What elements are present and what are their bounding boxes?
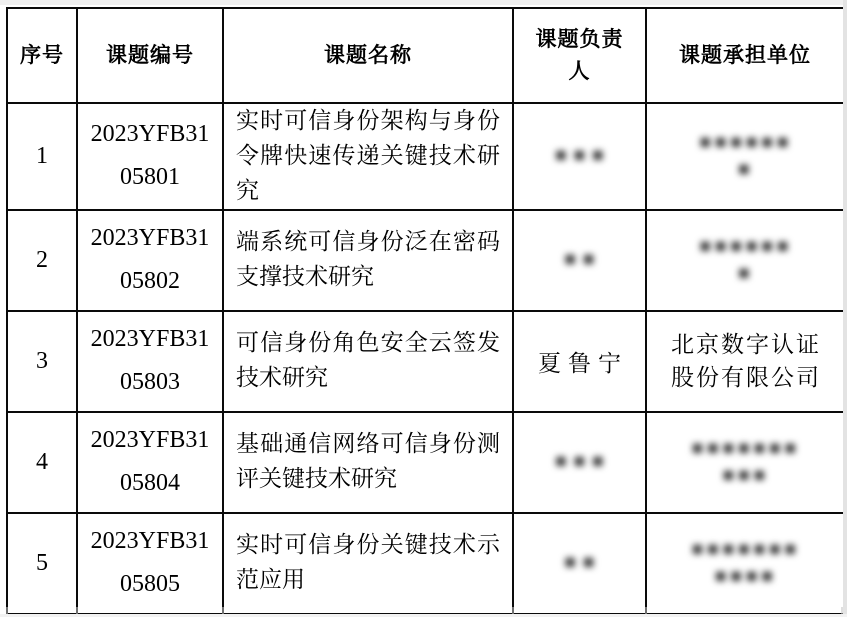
project-code-line1: 2023YFB31 [90,427,210,454]
project-unit-line1: ■■■■■■■ [691,437,801,459]
project-unit-redacted [646,103,844,210]
header-leader: 课题负责人 [513,8,646,103]
project-leader-redacted: ■■ [513,210,646,311]
project-code-line2: 05805 [120,571,180,598]
project-name: 实时可信身份关键技术示范应用 [223,513,513,614]
table-row [7,103,844,210]
project-unit-redacted [646,412,844,513]
project-code-line2: 05801 [120,164,180,191]
project-unit-line2: 股份有限公司 [671,365,821,391]
scan-edge-right [843,0,847,617]
project-code [77,103,223,210]
project-unit-line2: ■ [738,159,754,181]
project-unit-line1: 北京数字认证 [671,332,821,358]
project-code-line2: 05802 [120,268,180,295]
project-unit-redacted [646,513,844,614]
project-unit-line1: ■■■■■■ [699,235,793,257]
row-number: 1 [7,103,77,210]
project-leader-redacted: ■■ [513,513,646,614]
header-code: 课题编号 [77,8,223,103]
row-number: 4 [7,412,77,513]
scan-edge-top [0,0,847,5]
table-row [7,412,844,513]
table-row [7,210,844,311]
project-code [77,311,223,412]
project-leader: 夏鲁宁 [513,311,646,412]
row-number: 3 [7,311,77,412]
project-code-line1: 2023YFB31 [90,121,210,148]
project-name: 实时可信身份架构与身份令牌快速传递关键技术研究 [223,103,513,210]
project-unit-line2: ■■■■ [715,566,777,588]
project-unit-line2: ■■■ [722,465,770,487]
table-row [7,513,844,614]
table-row [7,311,844,412]
project-code [77,210,223,311]
project-code-line1: 2023YFB31 [90,326,210,353]
project-unit-line1: ■■■■■■ [699,131,793,153]
project-unit-redacted [646,210,844,311]
header-unit: 课题承担单位 [646,8,844,103]
project-leader-redacted: ■■■ [513,103,646,210]
project-code-line2: 05804 [120,470,180,497]
row-number: 2 [7,210,77,311]
project-code-line1: 2023YFB31 [90,528,210,555]
row-number: 5 [7,513,77,614]
header-no: 序号 [7,8,77,103]
project-unit [646,311,844,412]
project-unit-line2: ■ [738,263,754,285]
project-code-line2: 05803 [120,369,180,396]
project-leader-redacted: ■■■ [513,412,646,513]
table-header-row [7,8,844,103]
project-name: 基础通信网络可信身份测评关键技术研究 [223,412,513,513]
project-name: 端系统可信身份泛在密码支撑技术研究 [223,210,513,311]
header-name: 课题名称 [223,8,513,103]
project-code [77,412,223,513]
project-unit-line1: ■■■■■■■ [691,538,801,560]
project-code-line1: 2023YFB31 [90,225,210,252]
project-table [6,7,845,615]
project-name: 可信身份角色安全云签发技术研究 [223,311,513,412]
project-code [77,513,223,614]
